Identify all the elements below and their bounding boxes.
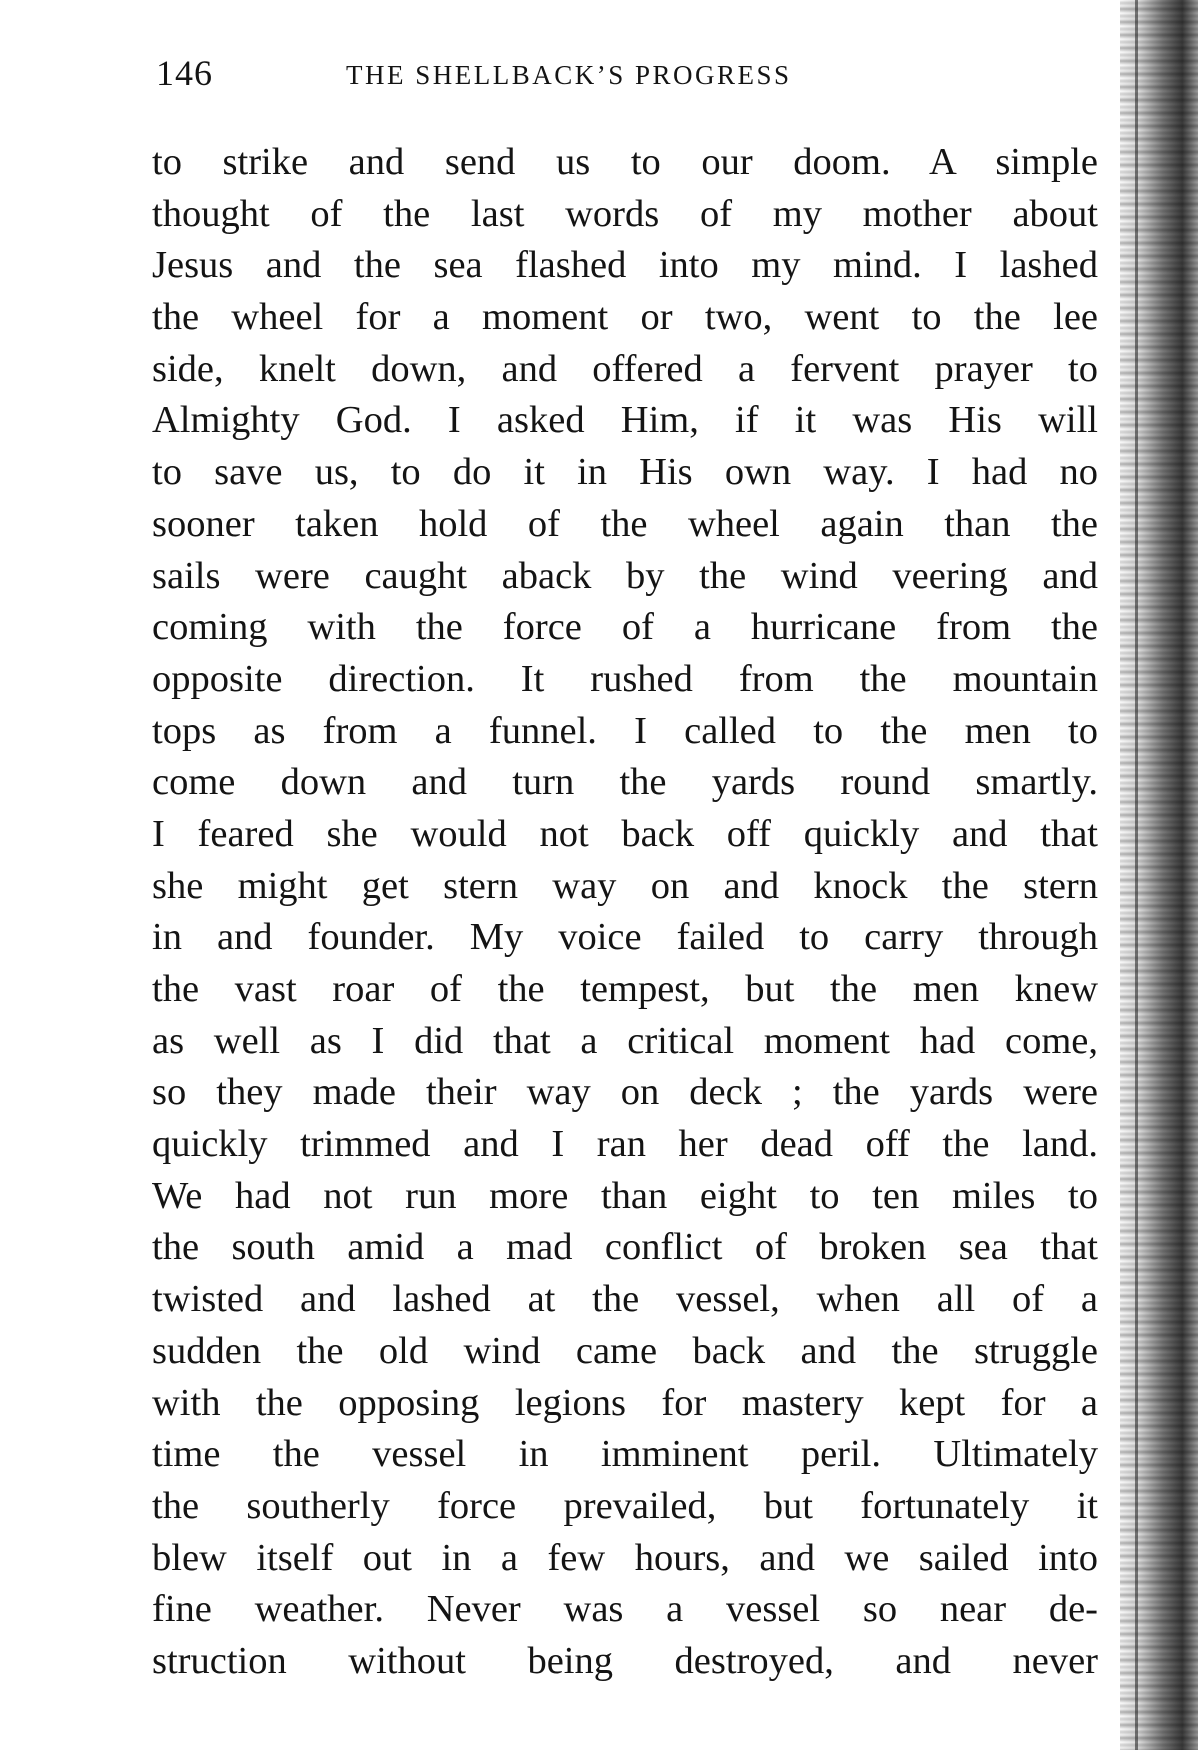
text-line: the wheel for a moment or two, went to the lee [152, 296, 1098, 339]
text-line: with the opposing legions for mastery kept for a [152, 1381, 1098, 1424]
text-line: time the vessel in imminent peril. Ultimately [152, 1433, 1098, 1476]
text-line: Jesus and the sea flashed into my mind. I lashed [152, 244, 1098, 287]
text-line: sails were caught aback by the wind veering and [152, 554, 1098, 597]
text-line: side, knelt down, and offered a fervent prayer to [152, 347, 1098, 390]
text-line: she might get stern way on and knock the stern [152, 864, 1098, 907]
text-line: come down and turn the yards round smartly. [152, 761, 1098, 804]
text-line: quickly trimmed and I ran her dead off the land. [152, 1123, 1098, 1166]
text-line: We had not run more than eight to ten miles to [152, 1174, 1098, 1217]
text-line: I feared she would not back off quickly and that [152, 812, 1098, 855]
text-line: to strike and send us to our doom. A simple [152, 141, 1098, 183]
text-line: the south amid a mad conflict of broken sea that [152, 1226, 1098, 1269]
binding-shadow [1120, 0, 1198, 1750]
text-line: twisted and lashed at the vessel, when all of a [152, 1278, 1098, 1321]
text-line: so they made their way on deck ; the yards were [152, 1071, 1098, 1114]
text-line: sudden the old wind came back and the struggle [152, 1329, 1098, 1372]
text-line: the southerly force prevailed, but fortunately it [152, 1484, 1098, 1527]
text-line: as well as I did that a critical moment had come, [152, 1019, 1098, 1062]
text-line: opposite direction. It rushed from the mountain [152, 657, 1098, 700]
binding-edge-line [1135, 0, 1138, 1750]
text-line: the vast roar of the tempest, but the men knew [152, 968, 1098, 1010]
text-line: thought of the last words of my mother about [152, 192, 1098, 235]
page-number: 146 [156, 53, 213, 93]
text-line: struction without being destroyed, and never [152, 1639, 1098, 1682]
text-line: Almighty God. I asked Him, if it was His will [152, 399, 1098, 442]
text-line: in and founder. My voice failed to carry through [152, 916, 1098, 959]
text-line: blew itself out in a few hours, and we sailed into [152, 1536, 1098, 1579]
running-title: THE SHELLBACK’S PROGRESS [346, 60, 792, 90]
text-line: fine weather. Never was a vessel so near de- [152, 1588, 1098, 1631]
text-line: sooner taken hold of the wheel again than the [152, 502, 1098, 545]
text-line: coming with the force of a hurricane from the [152, 606, 1098, 649]
body-text [152, 137, 1098, 1688]
running-header [152, 48, 1102, 108]
text-line: to save us, to do it in His own way. I had no [152, 451, 1098, 494]
text-line: tops as from a funnel. I called to the men to [152, 709, 1098, 752]
